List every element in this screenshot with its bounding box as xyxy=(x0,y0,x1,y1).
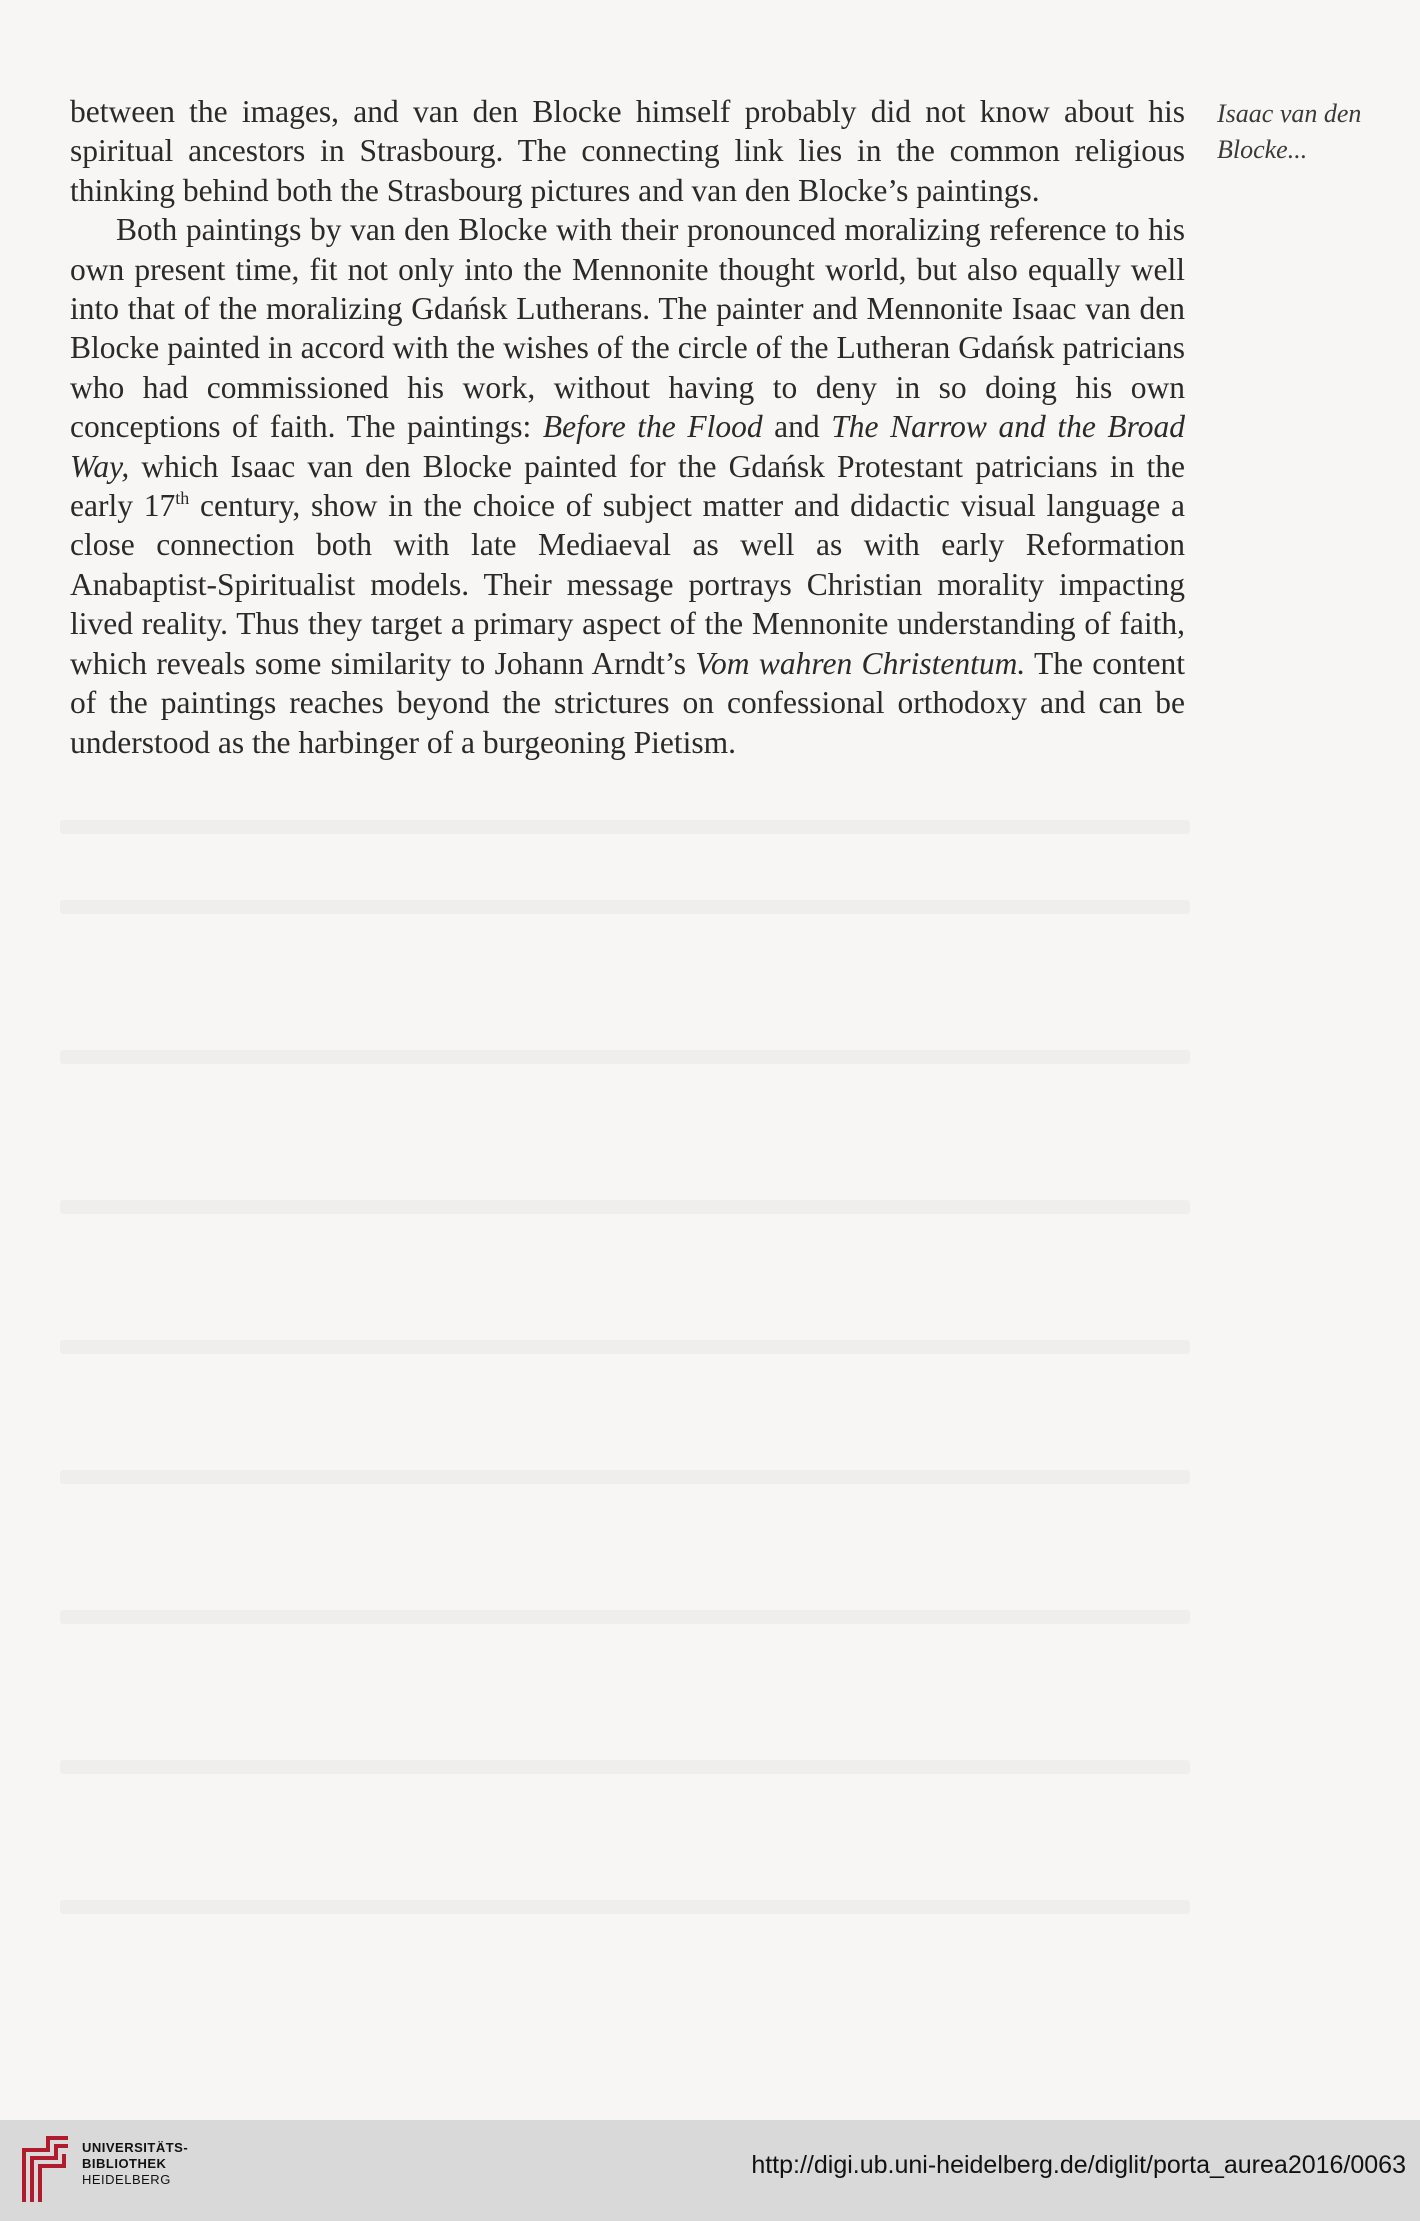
show-through-line xyxy=(60,1470,1190,1484)
paragraph-2 xyxy=(70,210,1185,762)
show-through-line xyxy=(60,900,1190,914)
library-name xyxy=(82,2140,188,2188)
library-name-line-2: BIBLIOTHEK xyxy=(82,2156,167,2171)
show-through-line xyxy=(60,1200,1190,1214)
ub-heidelberg-logo-icon xyxy=(18,2132,72,2208)
paragraph-2-part-e: The content of the paintings reaches beyond the strictures on confessional orthodoxy and can be understood as the harbinger of a burgeoning Pietism. xyxy=(70,645,1186,760)
library-name-line-3: HEIDELBERG xyxy=(82,2172,171,2187)
show-through-line xyxy=(60,820,1190,834)
paragraph-2-part-d: century, show in the choice of subject matter and didactic visual language a close connection both with late Mediaeval as well as with early Reformation Anabaptist-Spiritualist models. Their message portrays Christian morality impacting lived reality. Thus they target a primary aspect of the Mennonite understanding of faith, which reveals some similarity to Johann Arndt’s xyxy=(70,488,1185,681)
paragraph-2-part-b: and xyxy=(762,409,832,445)
body-text xyxy=(70,92,1185,762)
paragraph-1: between the images, and van den Blocke himself probably did not know about his spiritual ancestors in Strasbourg. The connecting link lies in the common religious thinking behind both the Strasbourg pictures and van den Blocke’s paintings. xyxy=(70,94,1185,208)
marginal-note xyxy=(1217,96,1397,168)
permalink-url[interactable]: http://digi.ub.uni-heidelberg.de/diglit/porta_aurea2016/0063 xyxy=(751,2151,1406,2179)
show-through-line xyxy=(60,1610,1190,1624)
paragraph-2-part-a: Both paintings by van den Blocke with their pronounced moralizing reference to his own present time, fit not only into the Mennonite thought world, but also equally well into that of the moralizing Gdańsk Lutherans. The painter and Mennonite Isaac van den Blocke painted in accord with the wishes of the circle of the Lutheran Gdańsk patricians who had commissioned his work, without having to deny in so doing his own conceptions of faith. The paintings: xyxy=(70,212,1185,445)
title-before-the-flood: Before the Flood xyxy=(542,409,763,445)
title-vom-wahren-christentum: Vom wahren Christentum. xyxy=(695,645,1026,681)
ordinal-superscript: th xyxy=(175,488,190,509)
title-narrow-and-broad-way: The Narrow and the Broad Way, xyxy=(70,409,1186,484)
show-through-line xyxy=(60,1050,1190,1064)
show-through-line xyxy=(60,1760,1190,1774)
show-through-line xyxy=(60,1900,1190,1914)
show-through-line xyxy=(60,1340,1190,1354)
marginal-note-line-2: Blocke... xyxy=(1217,135,1308,164)
marginal-note-line-1: Isaac van den xyxy=(1217,99,1362,128)
paragraph-2-part-c: which Isaac van den Blocke painted for the Gdańsk Protestant patricians in the early 17 xyxy=(70,448,1185,524)
viewer-footer xyxy=(0,2120,1420,2221)
library-name-line-1: UNIVERSITÄTS- xyxy=(82,2140,189,2155)
